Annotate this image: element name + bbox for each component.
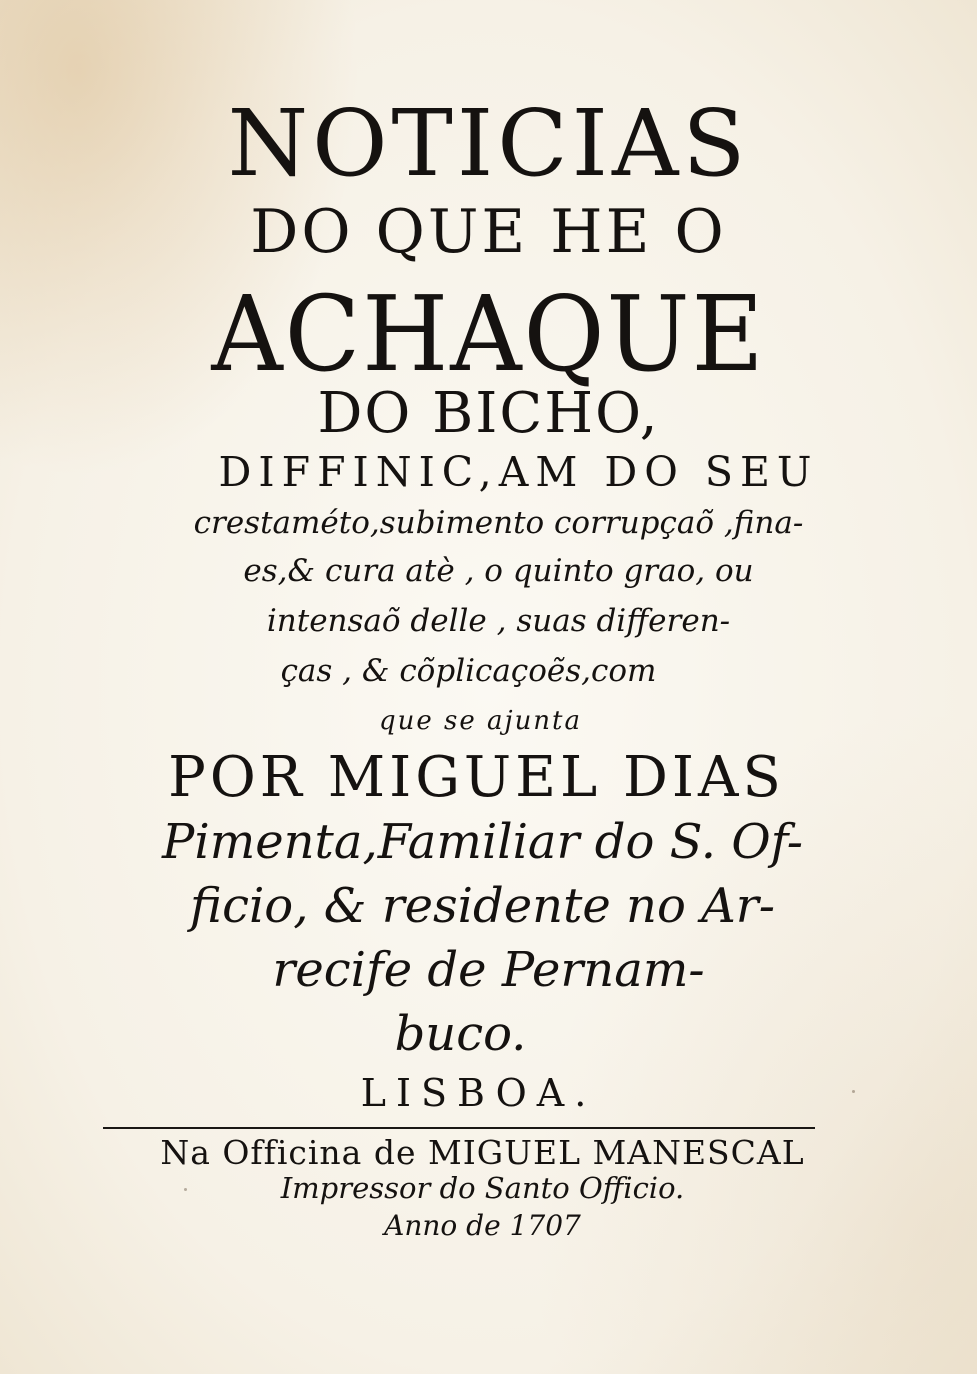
imprint-rule <box>103 1127 815 1129</box>
author-line-4: buco. <box>394 1006 527 1062</box>
printer-title: Impressor do Santo Officio. <box>280 1171 685 1205</box>
body-line-5: que se ajunta <box>378 706 583 736</box>
author-line-2: ficio, & residente no Ar- <box>190 878 775 934</box>
body-line-3: intensaõ delle , suas differen- <box>266 603 731 639</box>
title-line-do-que-he-o: DO QUE HE O <box>250 197 727 267</box>
title-achaque: ACHAQUE <box>211 273 766 395</box>
body-line-4: ças , & cõplicaçoẽs,com <box>280 653 657 689</box>
paper-speck <box>852 1090 855 1093</box>
body-line-1: crestaméto,subimento corrupçaõ ,fina- <box>193 505 804 541</box>
author-line-3: recife de Pernam- <box>272 942 705 998</box>
printer-line: Na Officina de MIGUEL MANESCAL <box>160 1133 805 1172</box>
title-line-do-bicho: DO BICHO, <box>317 381 660 446</box>
author-line-1: Pimenta,Familiar do S. Of- <box>162 814 803 870</box>
imprint-place: LISBOA. <box>360 1071 597 1115</box>
paper-speck <box>184 1188 187 1191</box>
author-heading: POR MIGUEL DIAS <box>168 745 785 810</box>
imprint-year: Anno de 1707 <box>384 1209 581 1242</box>
title-line-diffinicam: DIFFINIC,AM DO SEU <box>218 448 819 496</box>
body-line-2: es,& cura atè , o quinto grao, ou <box>243 553 754 589</box>
main-title: NOTICIAS <box>227 90 750 197</box>
